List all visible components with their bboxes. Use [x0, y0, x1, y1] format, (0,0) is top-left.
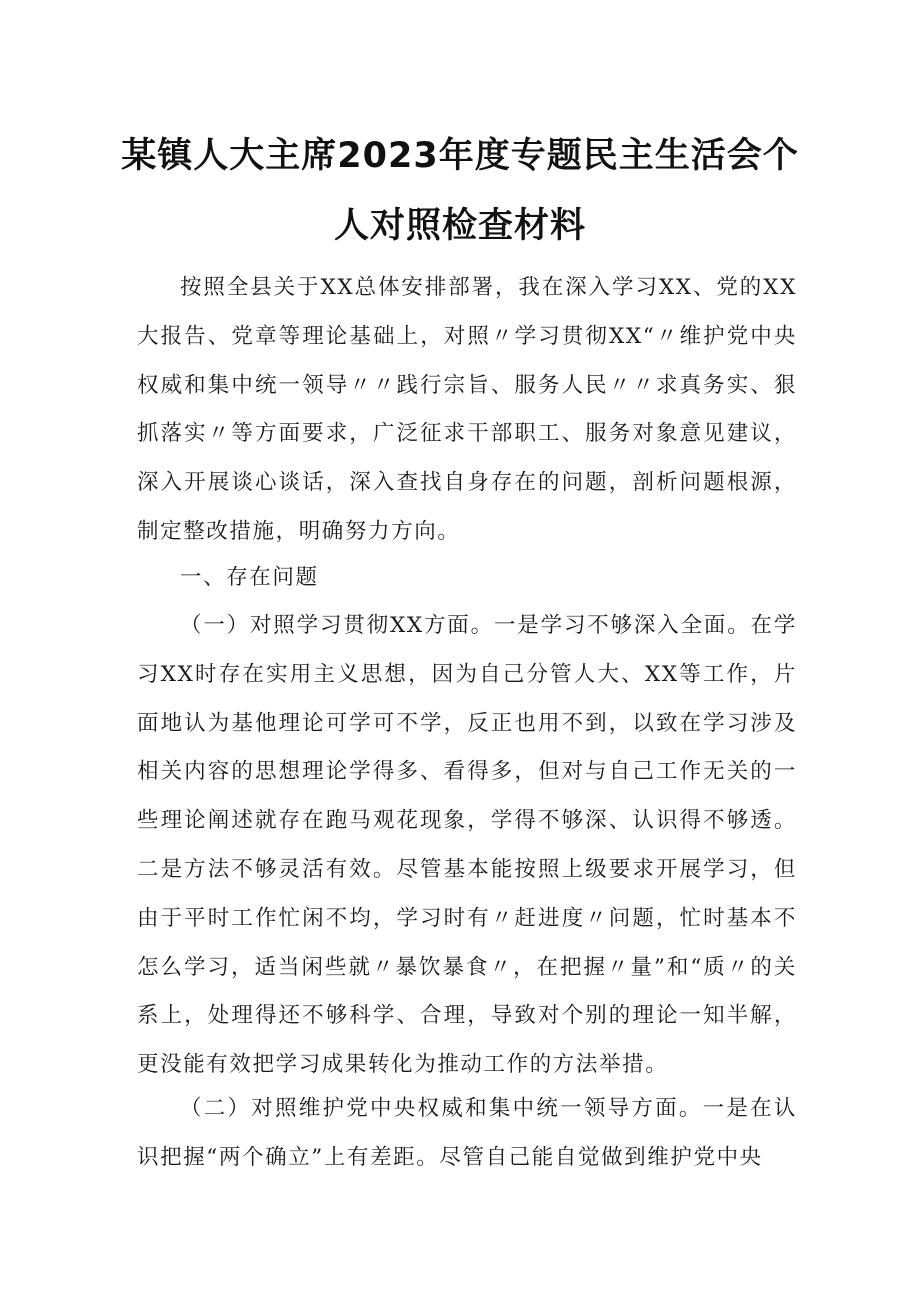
- section-heading-problems: 一、存在问题: [180, 565, 319, 590]
- document-title-line-1: 某镇人大主席2023年度专题民主生活会个: [121, 136, 799, 176]
- intro-paragraph: 按照全县关于XX总体安排部署，我在深入学习XX、党的XX大报告、党章等理论基础上，对照〃学习贯彻XX“〃维护党中央权威和集中统一领导〃〃践行宗旨、服务人民〃〃求真务实、狠抓落实〃等方面要求，广泛征求干部职工、服务对象意见建议，深入开展谈心谈话，深入查找自身存在的问题，剖析问题根源，制定整改措施，明确努力方向。: [137, 275, 797, 544]
- document-title-line-2: 人对照检查材料: [333, 206, 586, 246]
- subsection-paragraph-1: （一）对照学习贯彻XX方面。一是学习不够深入全面。在学习XX时存在实用主义思想，因为自己分管人大、XX等工作，片面地认为基他理论可学可不学，反正也用不到，以致在学习涉及相关内容的思想理论学得多、看得多，但对与自己工作无关的一些理论阐述就存在跑马观花现象，学得不够深、认识得不够透。二是方法不够灵活有效。尽管基本能按照上级要求开展学习，但由于平时工作忙闲不均，学习时有〃赶进度〃问题，忙时基本不怎么学习，适当闲些就〃暴饮暴食〃，在把握〃量”和“质〃的关系上，处理得还不够科学、合理，导致对个别的理论一知半解，更没能有效把学习成果转化为推动工作的方法举措。: [137, 613, 797, 1078]
- subsection-paragraph-2: （二）对照维护党中央权威和集中统一领导方面。一是在认识把握“两个确立”上有差距。尽管自己能自觉做到维护党中央: [137, 1096, 797, 1170]
